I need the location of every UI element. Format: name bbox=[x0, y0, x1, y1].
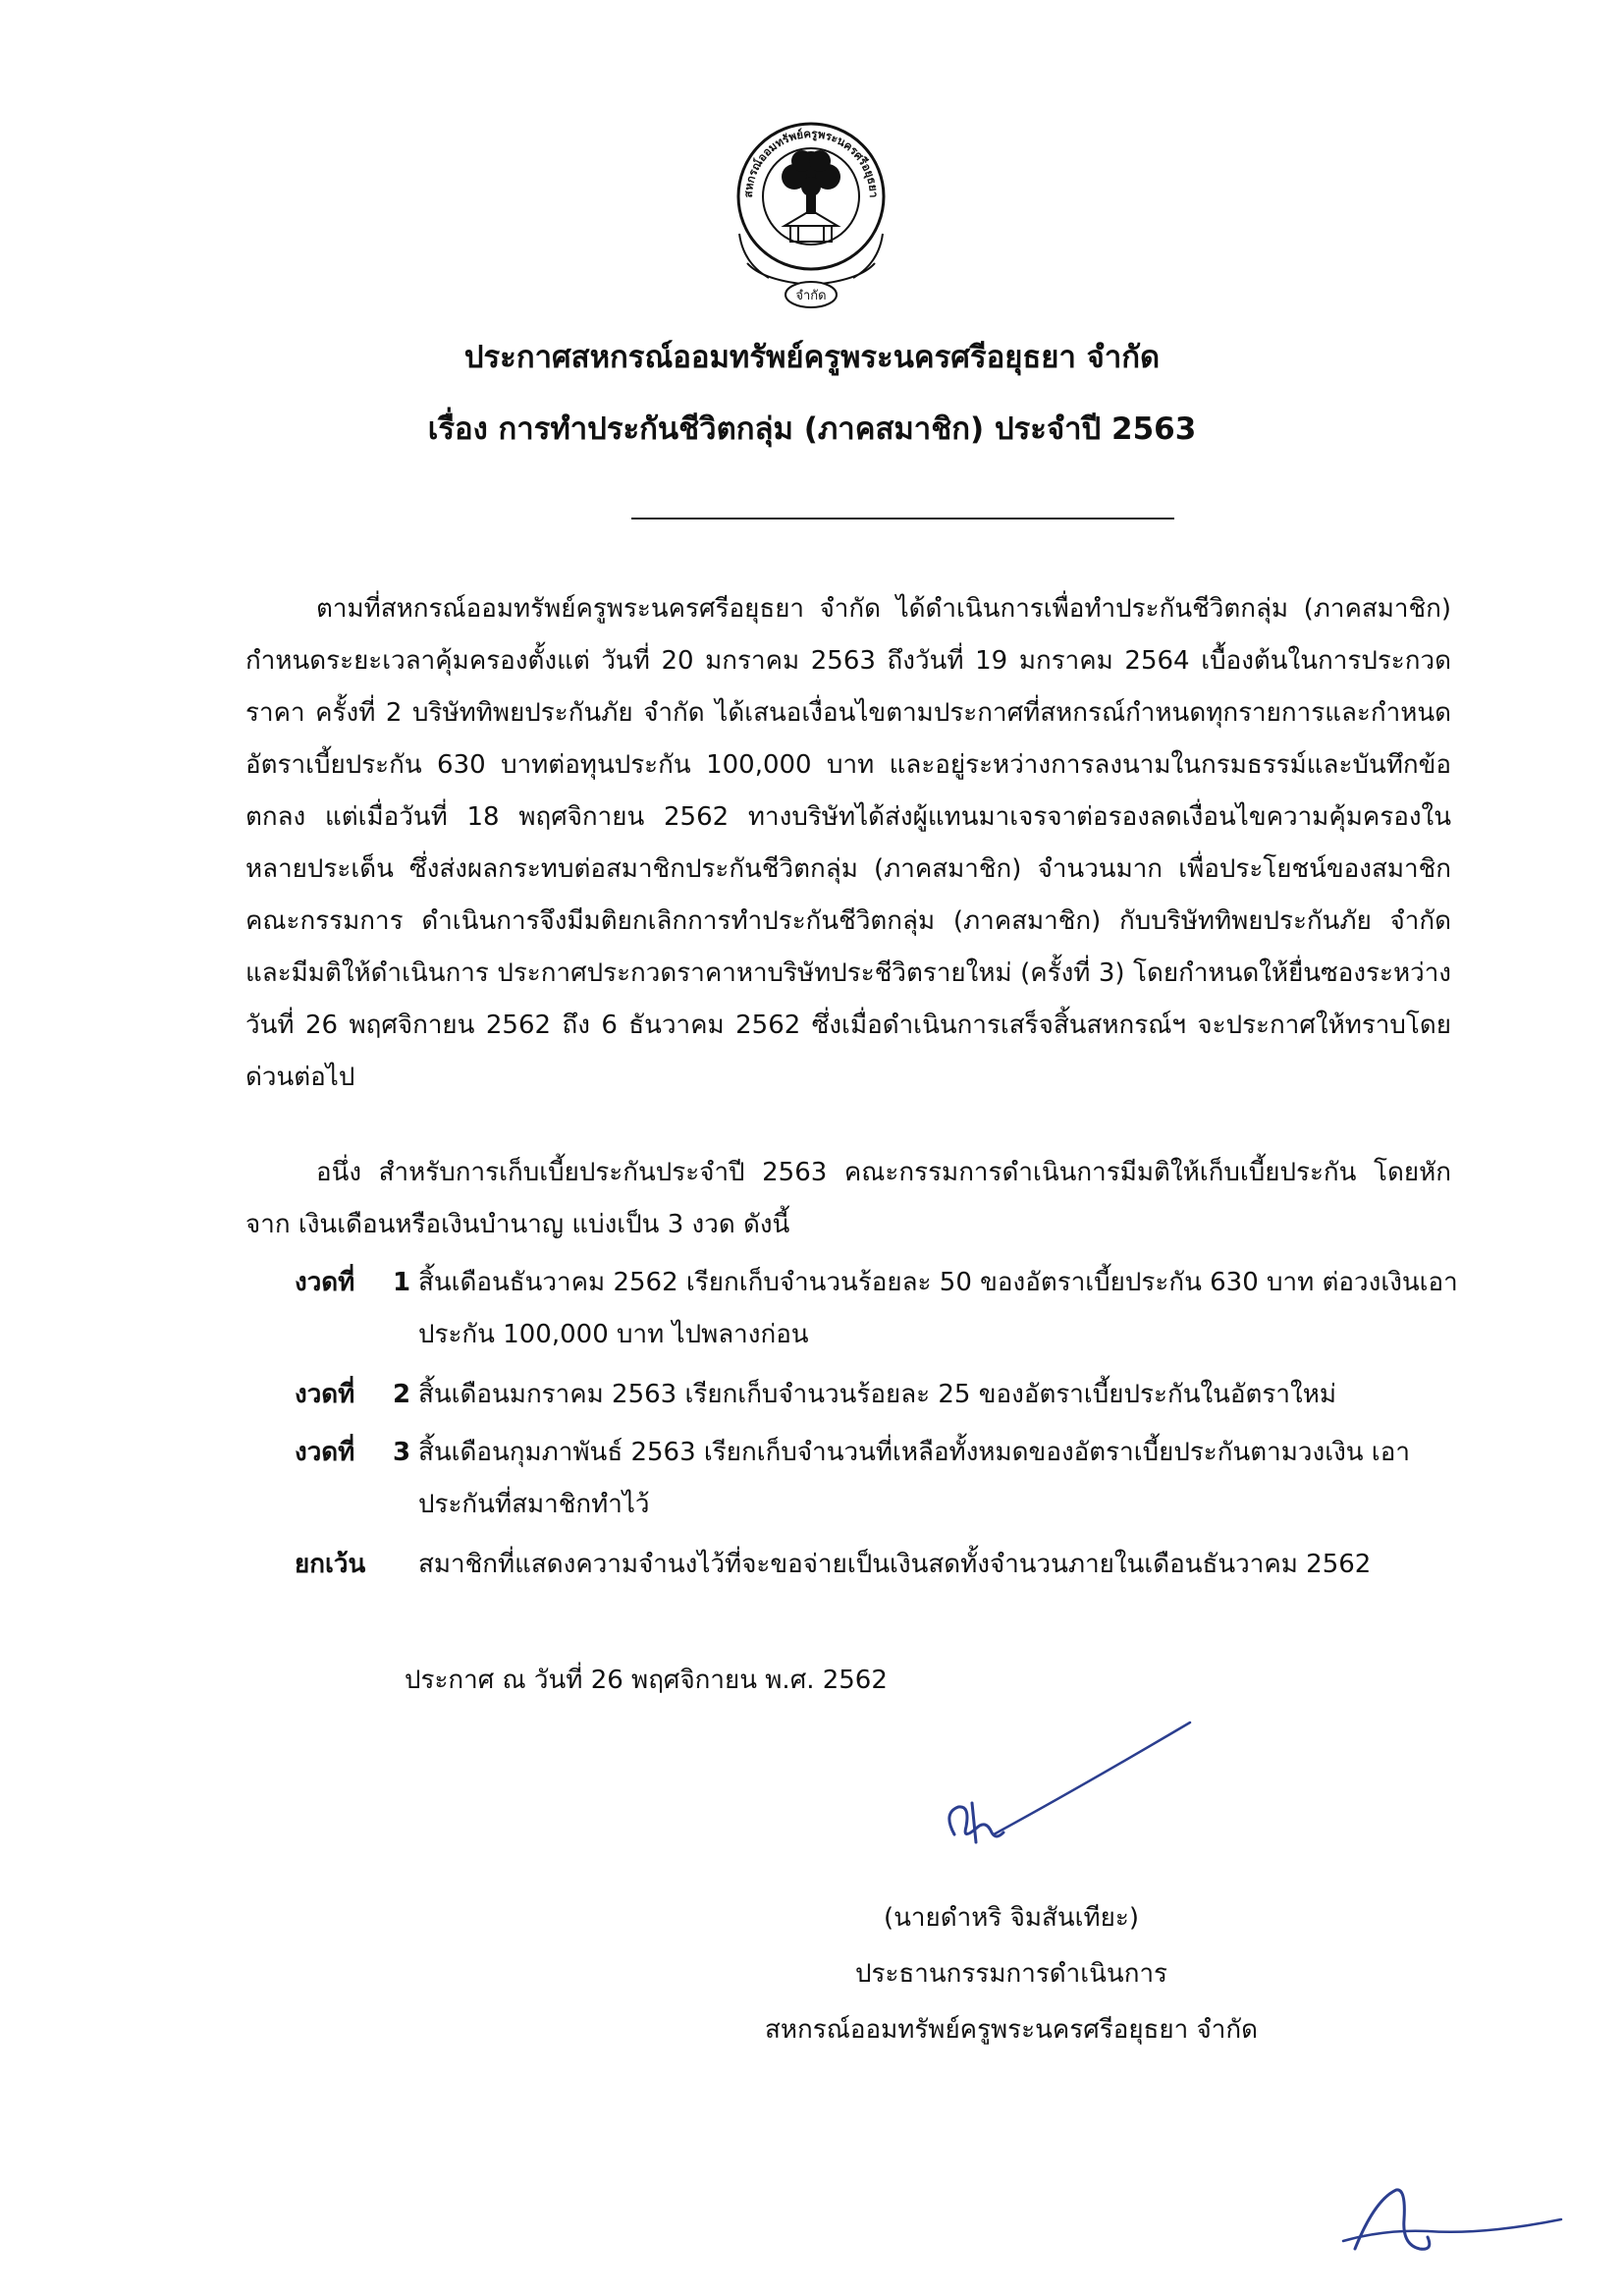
signatory-position: ประธานกรรมการดำเนินการ bbox=[854, 1959, 1168, 1989]
installment-number: 1 bbox=[393, 1268, 411, 1297]
seal-bottom-text: จำกัด bbox=[795, 289, 827, 303]
installment-label: งวดที่ bbox=[295, 1438, 355, 1467]
body-paragraph-1: ตามที่สหกรณ์ออมทรัพย์ครูพระนครศรีอยุธยา จำกัด ได้ดำเนินการเพื่อทำประกันชีวิตกลุ่ม (ภาคสมาชิก) กำหนดระยะเวลาคุ้มครองตั้งแต่ วันที่ 20 มกราคม 2563 ถึงวันที่ 19 มกราคม 2564 เบื้องต้นในการประกวดราคา ครั้งที่ 2 บริษัททิพยประกันภัย จำกัด ได้เสนอเงื่อนไขตามประกาศที่สหกรณ์กำหนดทุกรายการและกำหนด อัตราเบี้ยประกัน 630 บาทต่อทุนประกัน 100,000 บาท และอยู่ระหว่างการลงนามในกรมธรรม์และบันทึกข้อตกลง แต่เมื่อวันที่ 18 พฤศจิกายน 2562 ทางบริษัทได้ส่งผู้แทนมาเจรจาต่อรองลดเงื่อนไขความคุ้มครองในหลายประเด็น ซึ่งส่งผลกระทบต่อสมาชิกประกันชีวิตกลุ่ม (ภาคสมาชิก) จำนวนมาก เพื่อประโยชน์ของสมาชิกคณะกรรมการ ดำเนินการจึงมีมติยกเลิกการทำประกันชีวิตกลุ่ม (ภาคสมาชิก) กับบริษัททิพยประกันภัย จำกัด และมีมติให้ดำเนินการ ประกาศประกวดราคาหาบริษัทประชีวิตรายใหม่ (ครั้งที่ 3) โดยกำหนดให้ยื่นซองระหว่างวันที่ 26 พฤศจิกายน 2562 ถึง 6 ธันวาคม 2562 ซึ่งเมื่อดำเนินการเสร็จสิ้นสหกรณ์ฯ จะประกาศให้ทราบโดยด่วนต่อไป bbox=[245, 594, 1451, 1092]
seal-ring-text: สหกรณ์ออมทรัพย์ครูพระนครศรีอยุธยา bbox=[740, 126, 882, 198]
exception-text: สมาชิกที่แสดงความจำนงไว้ที่จะขอจ่ายเป็นเงินสดทั้งจำนวนภายในเดือนธันวาคม 2562 bbox=[418, 1550, 1372, 1579]
installment-number: 3 bbox=[393, 1438, 411, 1467]
installment-label: งวดที่ bbox=[295, 1268, 355, 1297]
installment-text: สิ้นเดือนกุมภาพันธ์ 2563 เรียกเก็บจำนวนที่เหลือทั้งหมดของอัตราเบี้ยประกันตามวงเงิน เอาประกันที่สมาชิกทำไว้ bbox=[418, 1438, 1410, 1519]
handwritten-signature bbox=[933, 1719, 1208, 1866]
signatory-block bbox=[727, 1890, 1296, 2058]
handwritten-initials bbox=[1326, 2160, 1571, 2269]
installment-number: 2 bbox=[393, 1380, 411, 1409]
installment-text: สิ้นเดือนธันวาคม 2562 เรียกเก็บจำนวนร้อยละ 50 ของอัตราเบี้ยประกัน 630 บาท ต่อวงเงินเอาประกัน 100,000 บาท ไปพลางก่อน bbox=[418, 1268, 1458, 1349]
exception-label: ยกเว้น bbox=[295, 1550, 366, 1579]
announcement-date: ประกาศ ณ วันที่ 26 พฤศจิกายน พ.ศ. 2562 bbox=[405, 1666, 888, 1695]
title-divider bbox=[631, 518, 1174, 519]
installment-label: งวดที่ bbox=[295, 1380, 355, 1409]
body-paragraph-2: อนึ่ง สำหรับการเก็บเบี้ยประกันประจำปี 2563 คณะกรรมการดำเนินการมีมติให้เก็บเบี้ยประกัน โดยหักจาก เงินเดือนหรือเงินบำนาญ แบ่งเป็น 3 งวด ดังนี้ bbox=[245, 1158, 1451, 1239]
signatory-organization: สหกรณ์ออมทรัพย์ครูพระนครศรีอยุธยา จำกัด bbox=[765, 2015, 1258, 2045]
announcement-title: ประกาศสหกรณ์ออมทรัพย์ครูพระนครศรีอยุธยา จำกัด bbox=[463, 340, 1161, 375]
installment-text: สิ้นเดือนมกราคม 2563 เรียกเก็บจำนวนร้อยละ 25 ของอัตราเบี้ยประกันในอัตราใหม่ bbox=[418, 1380, 1336, 1409]
signatory-name: (นายดำหริ จิมสันเทียะ) bbox=[884, 1903, 1139, 1933]
cooperative-seal bbox=[733, 116, 889, 310]
announcement-subject: เรื่อง การทำประกันชีวิตกลุ่ม (ภาคสมาชิก) ประจำปี 2563 bbox=[427, 411, 1197, 447]
